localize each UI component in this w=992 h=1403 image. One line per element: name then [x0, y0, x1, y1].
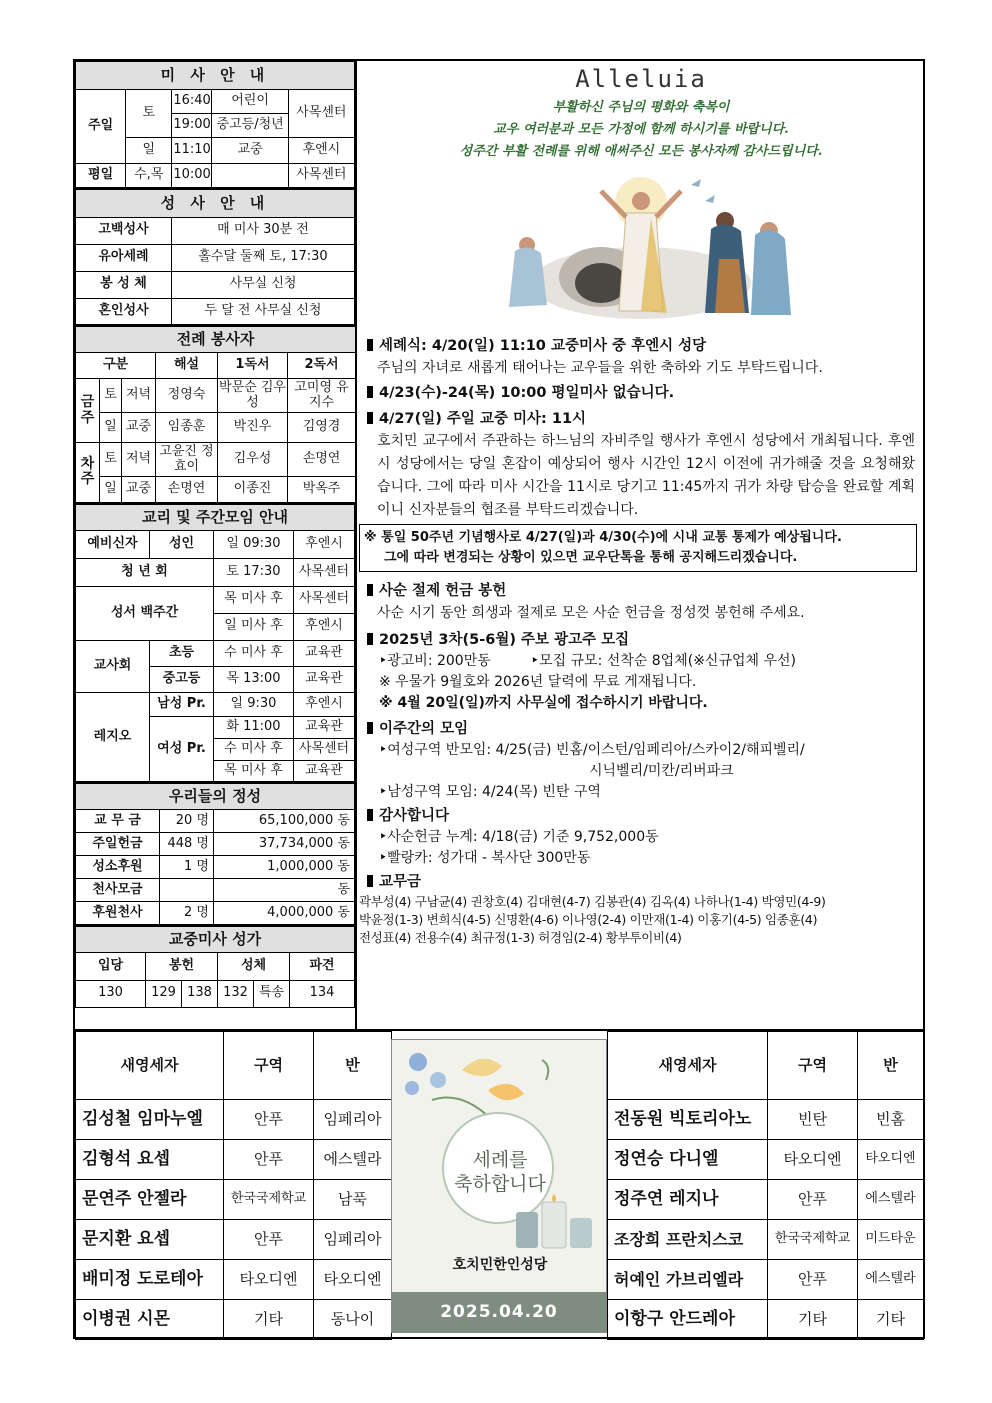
person-name: 전동원 빅토리아노	[608, 1100, 768, 1140]
hymn-header: 입당	[76, 952, 146, 980]
traffic-notice-line: 그에 따라 변경되는 상황이 있으면 교우단톡을 통해 공지해드리겠습니다.	[384, 550, 798, 565]
meeting-time: 일 09:30	[214, 530, 294, 558]
offering-amount: 동	[214, 879, 355, 902]
hymn-number: 134	[290, 980, 355, 1007]
notice-text: 호치민 교구에서 주관하는 하느님의 자비주일 행사가 후엔시 성당에서 개최됩니다. 후엔시 성당에서는 당일 혼잡이 예상되어 행사 시간인 12시 이전에 귀가해줄 것을 요청해왔습니다. 그에 따라 미사 시간을 11시로 당기고 11:45까지 귀가 차량 탑승을 완료할 계획이니 신자분들의 협조를 부탁드리겠습니다.	[377, 433, 915, 518]
mass-place: 사목센터	[288, 90, 354, 138]
reader-2: 김영경	[288, 413, 356, 443]
hymn-header: 성체	[218, 952, 290, 980]
day-label: 토	[100, 443, 122, 477]
col-header: 1독서	[218, 353, 288, 379]
hymn-header: 봉헌	[146, 952, 218, 980]
offering-name: 성소후원	[76, 856, 160, 879]
mass-group	[212, 164, 288, 188]
ad-deadline: ※ 4월 20일(일)까지 사무실에 접수하시기 바랍니다.	[379, 695, 708, 711]
person-name: 조장희 프란치스코	[608, 1220, 768, 1260]
col-header: 새영세자	[608, 1032, 768, 1100]
meeting-place: 교육관	[294, 666, 355, 692]
tomb-opening	[575, 263, 627, 303]
reader-1: 박문순 김우성	[218, 379, 288, 413]
offering-count: 20 명	[160, 810, 214, 833]
person-ban: 에스텔라	[314, 1140, 392, 1180]
candles-icon	[512, 1192, 602, 1252]
offering-amount: 4,000,000 동	[214, 902, 355, 925]
traffic-notice-box	[359, 524, 917, 572]
mass-table	[75, 61, 355, 189]
meeting-name: 성서 백주간	[76, 586, 214, 640]
person-zone: 기타	[768, 1300, 858, 1340]
meeting-name: 레지오	[76, 692, 150, 782]
dove-icon	[691, 179, 715, 203]
mass-time: 16:40	[172, 90, 212, 114]
hymns-title: 교중미사 성가	[76, 926, 355, 952]
meeting-sub: 남성 Pr.	[150, 692, 214, 716]
person-zone: 한국국제학교	[224, 1180, 314, 1220]
meeting-place: 사목센터	[294, 558, 355, 586]
offering-table	[75, 783, 355, 926]
hymn-number: 132	[218, 980, 254, 1007]
person-name: 정주연 레지나	[608, 1180, 768, 1220]
thanks-line: ‣사순헌금 누계: 4/18(금) 기준 9,752,000동	[379, 829, 659, 845]
notice-title: 4/27(일) 주일 교중 미사: 11시	[367, 408, 915, 430]
newly-baptized-left	[75, 1031, 392, 1340]
notice-title: 감사합니다	[367, 805, 915, 827]
meeting-time: 목 미사 후	[214, 760, 294, 782]
person-name: 김성철 임마누엘	[76, 1100, 224, 1140]
sacrament-value: 홀수달 둘째 토, 17:30	[172, 244, 355, 271]
person-ban: 기타	[858, 1300, 924, 1340]
meeting-place: 후엔시	[294, 692, 355, 716]
meeting-sub: 성인	[150, 530, 214, 558]
commentator: 임종훈	[156, 413, 218, 443]
offering-name: 교 무 금	[76, 810, 160, 833]
meeting-place: 사목센터	[294, 586, 355, 613]
day-label: 일	[100, 413, 122, 443]
meeting-name: 청 년 회	[76, 558, 214, 586]
person-ban: 에스텔라	[858, 1180, 924, 1220]
notice-title: 이주간의 모임	[367, 718, 915, 740]
person-ban: 타오디엔	[314, 1260, 392, 1300]
commentator: 손명연	[156, 477, 218, 503]
mass-label: 저녁	[122, 379, 156, 413]
reader-1: 박진우	[218, 413, 288, 443]
banner-title: Alleluia	[575, 65, 707, 93]
thanks-line: ‣빨랑카: 성가대 - 복사단 300만동	[379, 850, 591, 866]
offering-name: 천사모금	[76, 879, 160, 902]
offering-title: 우리들의 정성	[76, 784, 355, 810]
person-ban: 빈홈	[858, 1100, 924, 1140]
reader-2: 손명연	[288, 443, 356, 477]
offering-amount: 65,100,000 동	[214, 810, 355, 833]
meeting-time: 수 미사 후	[214, 738, 294, 760]
meeting-line: ‣남성구역 모임: 4/24(목) 빈탄 구역	[379, 784, 601, 800]
person-zone: 한국국제학교	[768, 1220, 858, 1260]
liturgy-title: 전례 봉사자	[76, 327, 356, 353]
meeting-time: 화 11:00	[214, 716, 294, 738]
person-ban: 남푹	[314, 1180, 392, 1220]
offering-count: 1 명	[160, 856, 214, 879]
col-header: 새영세자	[76, 1032, 224, 1100]
card-title: 축하합니다	[454, 1173, 546, 1195]
card-title: 세례를	[472, 1149, 528, 1171]
person-name: 문지환 요셉	[76, 1220, 224, 1260]
hymn-header: 파견	[290, 952, 355, 980]
meeting-place: 사목센터	[294, 738, 355, 760]
meeting-line: 시닉벨리/미칸/리버파크	[589, 763, 734, 779]
sunday-label: 주일	[76, 90, 126, 164]
offering-count: 448 명	[160, 833, 214, 856]
mass-group: 중고등/청년	[212, 114, 288, 138]
this-week-label: 금주	[76, 379, 100, 443]
person-zone: 안푸	[768, 1260, 858, 1300]
person-name: 정연승 다니엘	[608, 1140, 768, 1180]
meeting-place: 교육관	[294, 640, 355, 666]
notice-title: 세례식: 4/20(일) 11:10 교중미사 중 후엔시 성당	[367, 335, 915, 357]
person-ban: 동나이	[314, 1300, 392, 1340]
meeting-sub: 초등	[150, 640, 214, 666]
mass-title: 미 사 안 내	[76, 62, 355, 90]
church-name: 호치민한인성당	[452, 1257, 548, 1273]
ad-note: ※ 우물가 9월호와 2026년 달력에 무료 게재됩니다.	[379, 674, 697, 690]
meeting-time: 목 13:00	[214, 666, 294, 692]
notice-title: 4/23(수)-24(목) 10:00 평일미사 없습니다.	[367, 382, 915, 404]
person-name: 문연주 안젤라	[76, 1180, 224, 1220]
commentator: 고윤진 정효이	[156, 443, 218, 477]
meeting-line: ‣여성구역 반모임: 4/25(금) 빈홈/이스턴/임페리아/스카이2/해피벨리/	[379, 742, 805, 758]
col-header: 반	[858, 1032, 924, 1100]
reader-2: 고미영 유지수	[288, 379, 356, 413]
ad-fee: ‣광고비: 200만동	[379, 653, 491, 669]
person-ban: 임페리아	[314, 1100, 392, 1140]
offering-name: 주일헌금	[76, 833, 160, 856]
person-zone: 안푸	[224, 1100, 314, 1140]
jesus-head	[632, 192, 650, 210]
person-ban: 미드타운	[858, 1220, 924, 1260]
hymn-number: 129	[146, 980, 182, 1007]
meetings-title: 교리 및 주간모임 안내	[76, 504, 355, 530]
kneeling-woman	[509, 247, 547, 307]
sacrament-name: 혼인성사	[76, 298, 172, 325]
meeting-time: 수 미사 후	[214, 640, 294, 666]
next-week-label: 차주	[76, 443, 100, 503]
meeting-time: 일 9:30	[214, 692, 294, 716]
reader-1: 이종진	[218, 477, 288, 503]
mass-group: 교중	[212, 138, 288, 164]
offering-count	[160, 879, 214, 902]
hymn-number: 특송	[254, 980, 290, 1007]
sun-label: 일	[126, 138, 172, 164]
greeting-line: 성주간 부활 전례를 위해 애써주신 모든 봉사자께 감사드립니다.	[459, 144, 823, 159]
person-name: 이항구 안드레아	[608, 1300, 768, 1340]
right-column	[357, 61, 925, 1029]
person-zone: 안푸	[224, 1140, 314, 1180]
col-header: 구역	[768, 1032, 858, 1100]
baptism-date: 2025.04.20	[392, 1292, 606, 1332]
sacrament-value: 매 미사 30분 전	[172, 217, 355, 244]
greeting-line: 교우 여러분과 모든 가정에 함께 하시기를 바랍니다.	[493, 122, 789, 137]
reader-2: 박옥주	[288, 477, 356, 503]
notice-title: 교무금	[367, 871, 915, 893]
sacrament-name: 고백성사	[76, 217, 172, 244]
col-header: 구역	[224, 1032, 314, 1100]
mass-time: 19:00	[172, 114, 212, 138]
notice-text: 사순 시기 동안 희생과 절제로 모은 사순 헌금을 정성껏 봉헌해 주세요.	[377, 605, 805, 621]
easter-banner	[357, 61, 925, 329]
sat-label: 토	[126, 90, 172, 138]
meeting-place: 교육관	[294, 760, 355, 782]
mass-time: 10:00	[172, 164, 212, 188]
meeting-place: 후엔시	[294, 613, 355, 640]
donor-list: 전성표(4) 전용수(4) 최규정(1-3) 허경임(2-4) 황부투이비(4)	[359, 930, 682, 945]
weekday-days: 수,목	[126, 164, 172, 188]
person-ban: 에스텔라	[858, 1260, 924, 1300]
notice-text: 주님의 자녀로 새롭게 태어나는 교우들을 위한 축하와 기도 부탁드립니다.	[377, 360, 823, 376]
hymn-number: 130	[76, 980, 146, 1007]
left-column	[75, 61, 357, 1029]
col-header: 구분	[76, 353, 156, 379]
person-name: 이병권 시몬	[76, 1300, 224, 1340]
person-name: 허예인 가브리엘라	[608, 1260, 768, 1300]
meeting-time: 일 미사 후	[214, 613, 294, 640]
offering-amount: 37,734,000 동	[214, 833, 355, 856]
traffic-notice-line: ※ 통일 50주년 기념행사로 4/27(일)과 4/30(수)에 시내 교통 통제가 예상됩니다.	[364, 530, 842, 545]
bulletin-page	[73, 59, 925, 1339]
person-zone: 타오디엔	[224, 1260, 314, 1300]
person-zone: 기타	[224, 1300, 314, 1340]
hymns-table	[75, 926, 355, 1008]
hymn-number: 138	[182, 980, 218, 1007]
sacrament-name: 유아세례	[76, 244, 172, 271]
sacraments-title: 성 사 안 내	[76, 189, 355, 217]
meeting-place: 교육관	[294, 716, 355, 738]
ad-scale: ‣모집 규모: 선착순 8업체(※신규업체 우선)	[530, 653, 796, 669]
offering-name: 후원천사	[76, 902, 160, 925]
col-header: 반	[314, 1032, 392, 1100]
donor-list: 곽부성(4) 구남균(4) 권창호(4) 김대현(4-7) 김봉관(4) 김옥(4) 나하나(1-4) 박영민(4-9)	[359, 894, 826, 909]
resurrection-illustration	[491, 173, 791, 323]
notices	[359, 333, 915, 947]
mass-place: 후엔시	[288, 138, 354, 164]
mass-time: 11:10	[172, 138, 212, 164]
mass-label: 교중	[122, 477, 156, 503]
meeting-place: 후엔시	[294, 530, 355, 558]
col-header: 2독서	[288, 353, 356, 379]
commentator: 정영숙	[156, 379, 218, 413]
meeting-time: 목 미사 후	[214, 586, 294, 613]
meeting-name: 예비신자	[76, 530, 150, 558]
mass-place: 사목센터	[288, 164, 354, 188]
liturgy-table	[75, 326, 356, 504]
sacrament-name: 봉 성 체	[76, 271, 172, 298]
woman2-figure	[751, 230, 791, 315]
weekday-label: 평일	[76, 164, 126, 188]
reader-1: 김우성	[218, 443, 288, 477]
newly-baptized-right	[607, 1031, 924, 1340]
person-ban: 타오디엔	[858, 1140, 924, 1180]
person-name: 김형석 요셉	[76, 1140, 224, 1180]
newly-baptized-section	[75, 1029, 923, 1339]
day-label: 토	[100, 379, 122, 413]
sacrament-value: 두 달 전 사무실 신청	[172, 298, 355, 325]
person-name: 배미정 도로테아	[76, 1260, 224, 1300]
meeting-time: 토 17:30	[214, 558, 294, 586]
mass-group: 어린이	[212, 90, 288, 114]
person-zone: 안푸	[768, 1180, 858, 1220]
meeting-sub: 여성 Pr.	[150, 716, 214, 782]
meetings-table	[75, 504, 355, 784]
person-zone: 빈탄	[768, 1100, 858, 1140]
donor-list: 박윤정(1-3) 변희식(4-5) 신명환(4-6) 이나영(2-4) 이만재(1-4) 이홍기(4-5) 임종훈(4)	[359, 912, 818, 927]
notice-title: 2025년 3차(5-6월) 주보 광고주 모집	[367, 629, 915, 651]
person-ban: 임페리아	[314, 1220, 392, 1260]
mass-label: 저녁	[122, 443, 156, 477]
col-header: 해설	[156, 353, 218, 379]
sacrament-value: 사무실 신청	[172, 271, 355, 298]
person-zone: 타오디엔	[768, 1140, 858, 1180]
notice-title: 사순 절제 헌금 봉헌	[367, 580, 915, 602]
greeting-line: 부활하신 주님의 평화와 축복이	[552, 100, 730, 115]
sacraments-table	[75, 189, 355, 327]
offering-count: 2 명	[160, 902, 214, 925]
meeting-sub: 중고등	[150, 666, 214, 692]
person-zone: 안푸	[224, 1220, 314, 1260]
offering-amount: 1,000,000 동	[214, 856, 355, 879]
mass-label: 교중	[122, 413, 156, 443]
baptism-card	[391, 1039, 607, 1333]
day-label: 일	[100, 477, 122, 503]
meeting-name: 교사회	[76, 640, 150, 692]
